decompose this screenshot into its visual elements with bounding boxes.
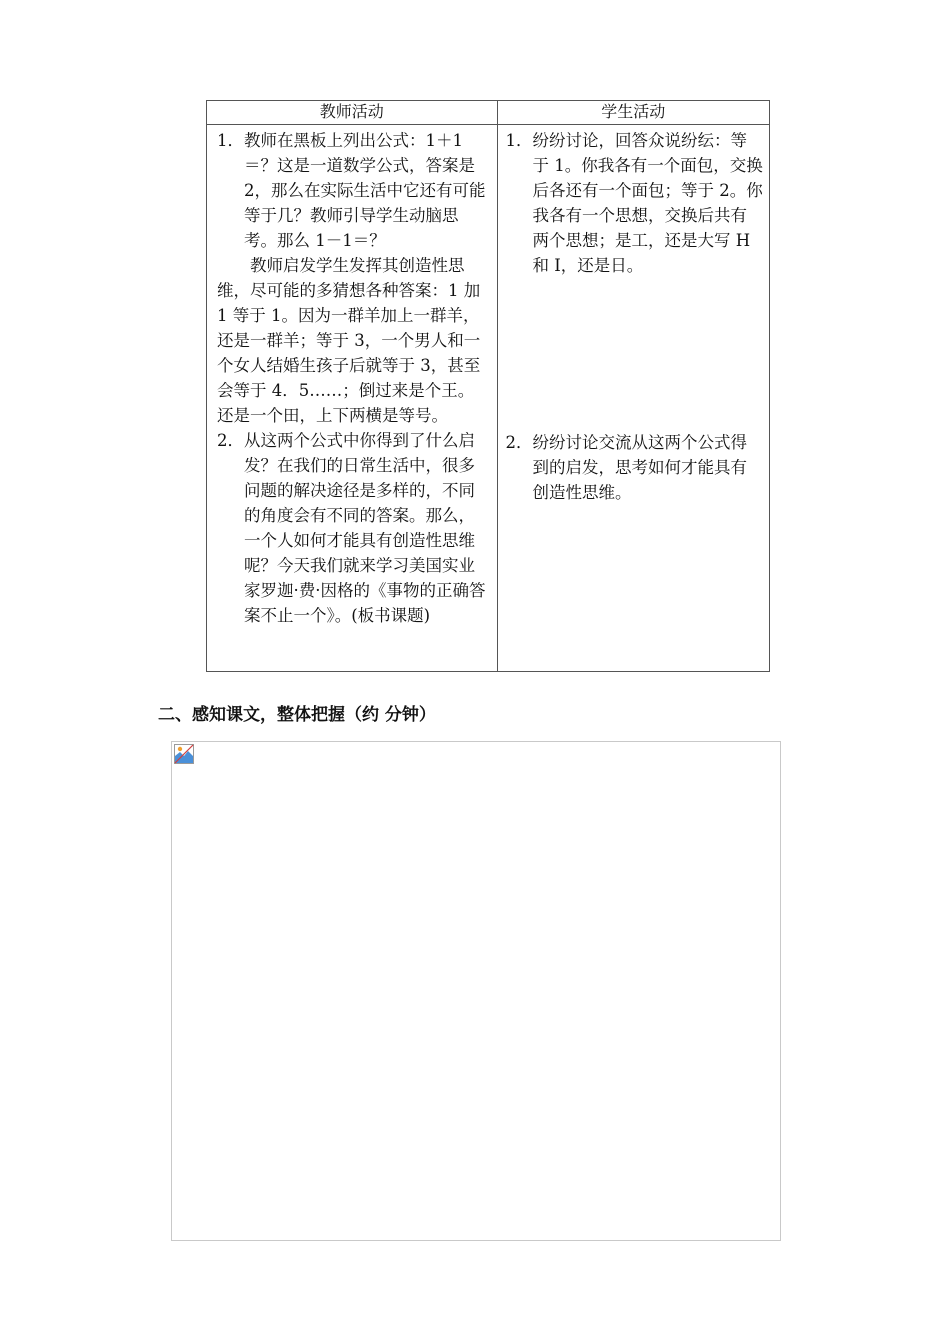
- image-placeholder: [171, 741, 781, 1241]
- item-number: 1．: [505, 131, 533, 150]
- header-student-activity: 学生活动: [497, 101, 769, 125]
- spacer: [506, 278, 763, 430]
- item-number: 2．: [505, 433, 533, 452]
- student-activity-cell: [497, 125, 769, 672]
- teacher-activity-cell: [207, 125, 498, 672]
- item-text: 纷纷讨论交流从这两个公式得到的启发，思考如何才能具有创造性思维。: [532, 433, 748, 502]
- teacher-item-1: [217, 128, 490, 253]
- table-row: [207, 125, 770, 672]
- teacher-item-2: [217, 428, 490, 628]
- item-number: 2．: [217, 431, 244, 450]
- teacher-item-1-paragraph: 教师启发学生发挥其创造性思维，尽可能的多猜想各种答案：1 加 1 等于 1。因为一群羊加上一群羊，还是一群羊；等于 3，一个男人和一个女人结婚生孩子后就等于 3，甚至会等于 4．5……；倒过来是个王。还是一个田，上下两横是等号。: [217, 256, 481, 425]
- item-text: 纷纷讨论，回答众说纷纭：等于 1。你我各有一个面包，交换后各还有一个面包；等于 2。你我各有一个思想，交换后共有两个思想；是工，还是大写 H 和 I，还是日。: [532, 131, 763, 275]
- activity-table: [206, 100, 770, 672]
- student-item-1: [506, 128, 763, 278]
- header-teacher-activity: 教师活动: [207, 101, 498, 125]
- student-item-2: [506, 430, 763, 505]
- item-text: 从这两个公式中你得到了什么启发？在我们的日常生活中，很多问题的解决途径是多样的，不同的角度会有不同的答案。那么，一个人如何才能具有创造性思维呢？今天我们就来学习美国实业家罗迦·费·因格的《事物的正确答案不止一个》。(板书课题): [244, 431, 486, 625]
- table-header-row: [207, 101, 770, 125]
- item-text: 教师在黑板上列出公式：1＋1＝？这是一道数学公式，答案是 2，那么在实际生活中它还有可能等于几？教师引导学生动脑思考。那么 1－1＝？: [244, 131, 486, 250]
- section-heading: 二、感知课文，整体把握（约 分钟）: [158, 705, 436, 725]
- broken-image-icon: [174, 744, 194, 764]
- item-number: 1．: [217, 131, 244, 150]
